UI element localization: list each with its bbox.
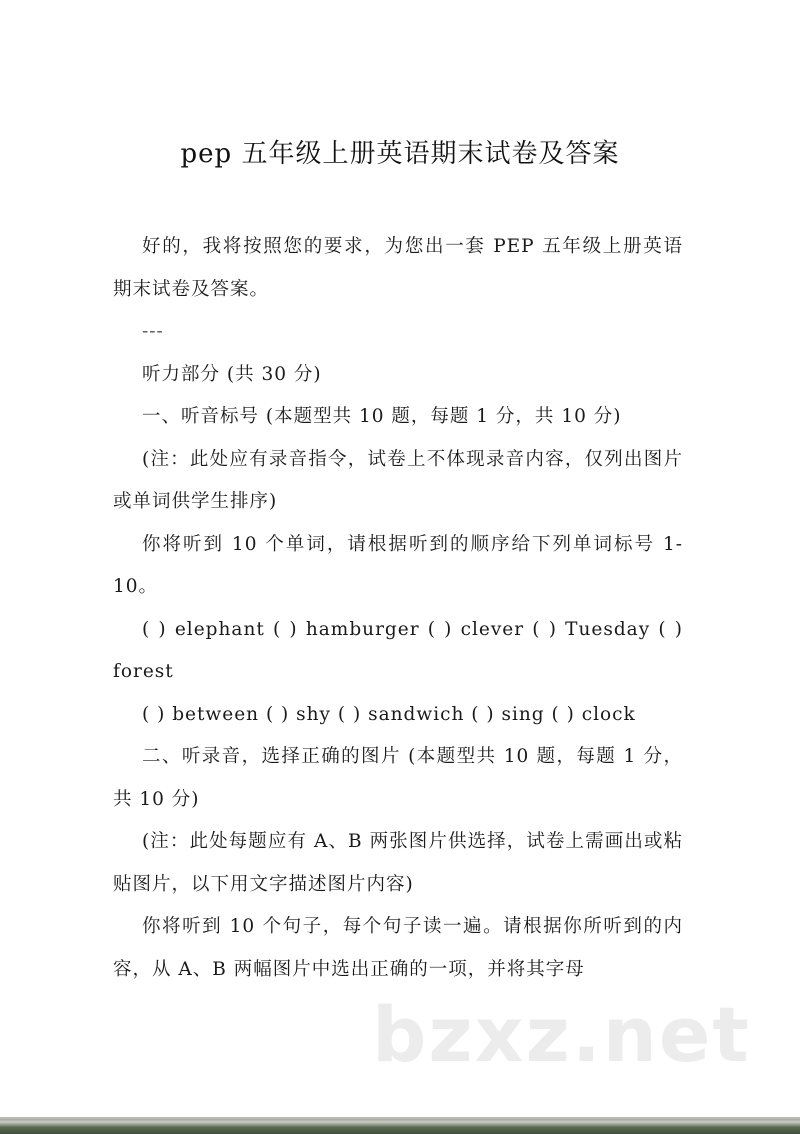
watermark-logo: bzxz.net [372, 990, 751, 1079]
question-2-heading: 二、听录音，选择正确的图片 (本题型共 10 题，每题 1 分，共 10 分) [113, 746, 683, 810]
document-title: pep 五年级上册英语期末试卷及答案 [180, 139, 620, 169]
section-divider: --- [142, 321, 164, 342]
question-1-note: (注：此处应有录音指令，试卷上不体现录音内容，仅列出图片或单词供学生排序) [113, 448, 683, 512]
question-2-note: (注：此处每题应有 A、B 两张图片供选择，试卷上需画出或粘贴图片，以下用文字描述图片内容) [113, 831, 683, 895]
intro-paragraph: 好的，我将按照您的要求，为您出一套 PEP 五年级上册英语期末试卷及答案。 [113, 236, 683, 300]
word-list-line-2: ( ) between ( ) shy ( ) sandwich ( ) sing ( ) clock [142, 703, 636, 725]
word-list-line-1: ( ) elephant ( ) hamburger ( ) clever ( ) Tuesday ( ) forest [113, 618, 683, 682]
page-bottom-edge [0, 1117, 800, 1134]
question-1-instruction: 你将听到 10 个单词，请根据听到的顺序给下列单词标号 1-10。 [113, 533, 683, 597]
question-2-instruction: 你将听到 10 个句子，每个句子读一遍。请根据你所听到的内容，从 A、B 两幅图片中选出正确的一项，并将其字母 [113, 916, 683, 980]
question-1-heading: 一、听音标号 (本题型共 10 题，每题 1 分，共 10 分) [142, 406, 622, 427]
listening-section-heading: 听力部分 (共 30 分) [142, 363, 322, 385]
document-body [113, 226, 683, 991]
